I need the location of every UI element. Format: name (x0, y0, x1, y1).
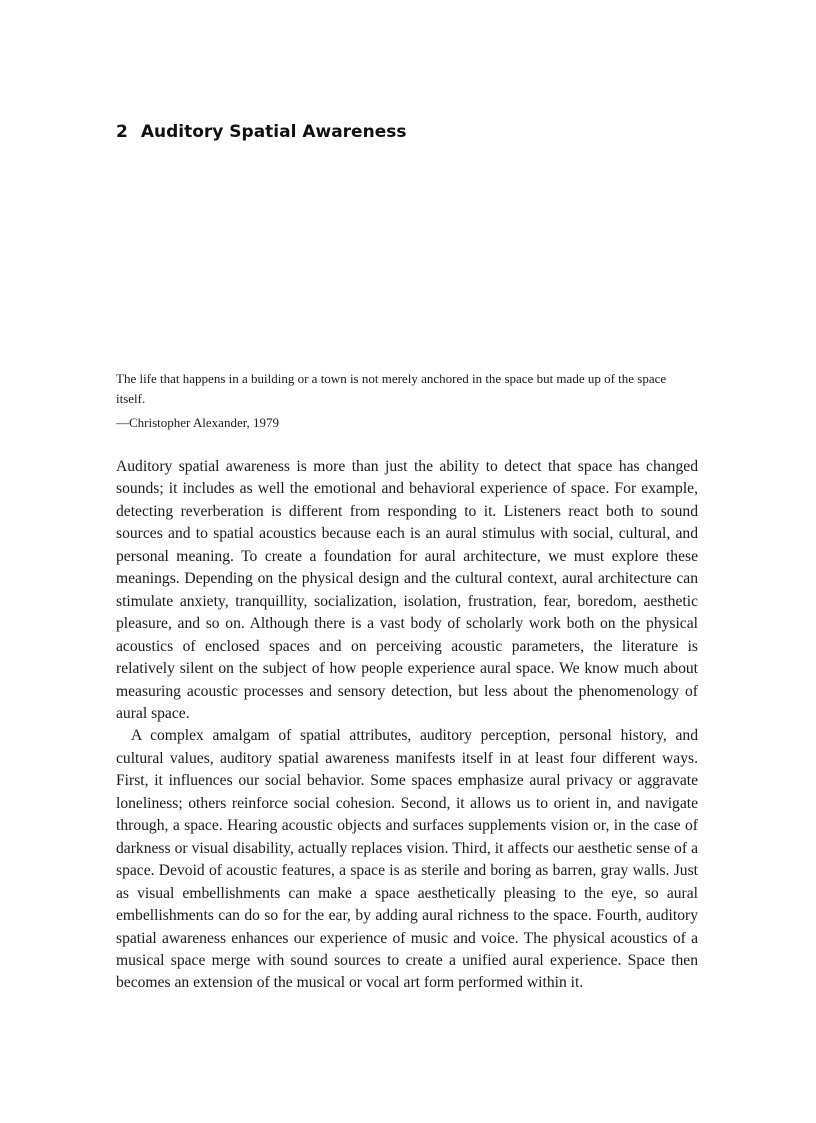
epigraph-attribution: —Christopher Alexander, 1979 (116, 415, 280, 430)
body-paragraph-2: A complex amalgam of spatial attributes, auditory perception, personal history, and cultural values, auditory spatial awareness manifests itself in at least four different ways. First, it influences our social behavior. Some spaces emphasize aural privacy or aggravate loneliness; others reinforce social cohesion. Second, it allows us to orient in, and navigate through, a space. Hearing acoustic objects and surfaces supplements vision or, in the case of darkness or visual disability, actually replaces vision. Third, it affects our aesthetic sense of a space. Devoid of acoustic features, a space is as sterile and boring as barren, gray walls. Just as visual embellishments can make a space aesthetically pleasing to the eye, so aural embellishments can do so for the ear, by adding aural richness to the space. Fourth, auditory spatial awareness enhances our experience of music and voice. The physical acoustics of a musical space merge with sound sources to create a unified aural experience. Space then becomes an extension of the musical or vocal art form performed within it. (116, 727, 698, 992)
epigraph-quote: The life that happens in a building or a town is not merely anchored in the space but made up of the space itself. (116, 371, 667, 406)
epigraph (116, 369, 698, 433)
chapter-heading (116, 120, 406, 144)
body-paragraph-1: Auditory spatial awareness is more than just the ability to detect that space has changed sounds; it includes as well the emotional and behavioral experience of space. For example, detecting reverberation is different from responding to it. Listeners react both to sound sources and to spatial acoustics because each is an aural stimulus with social, cultural, and personal meaning. To create a foundation for aural architecture, we must explore these meanings. Depending on the physical design and the cultural context, aural architecture can stimulate anxiety, tranquillity, socialization, isolation, frustration, fear, boredom, aesthetic pleasure, and so on. Although there is a vast body of scholarly work both on the physical acoustics of enclosed spaces and on perceiving acoustic parameters, the literature is relatively silent on the subject of how people experience aural space. We know much about measuring acoustic processes and sensory detection, but less about the phenomenology of aural space. (116, 458, 698, 722)
body-text (116, 456, 698, 995)
chapter-title: Auditory Spatial Awareness (140, 122, 407, 142)
chapter-number: 2 (116, 122, 128, 142)
